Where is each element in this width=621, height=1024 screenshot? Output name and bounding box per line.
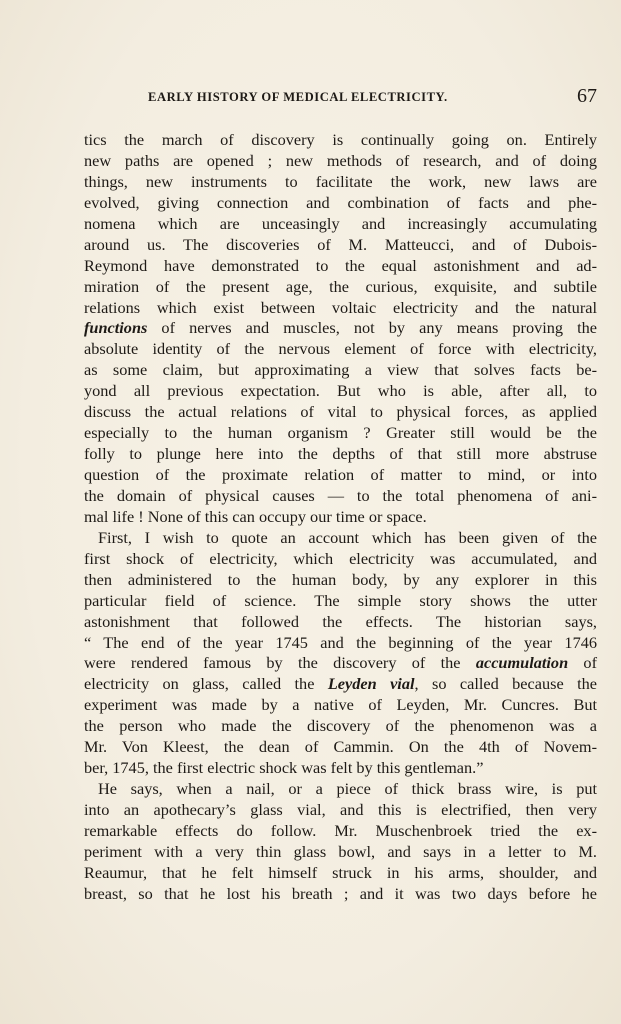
- text-line: new paths are opened ; new methods of research, and of doing: [84, 150, 597, 170]
- text-line: mal life ! None of this can occupy our time or space.: [84, 506, 427, 526]
- text-line: breast, so that he lost his breath ; and it was two days before he: [84, 883, 597, 903]
- text-line: relations which exist between voltaic electricity and the natural: [84, 297, 597, 317]
- text-line: the domain of physical causes — to the total phenomena of ani-: [84, 485, 597, 505]
- text-line: [84, 674, 597, 695]
- text-line: tics the march of discovery is continually going on. Entirely: [84, 130, 597, 149]
- text-line: Reaumur, that he felt himself struck in his arms, shoulder, and: [84, 862, 597, 882]
- text-line: question of the proximate relation of matter to mind, or into: [84, 465, 597, 484]
- italic-phrase: functions: [84, 318, 148, 338]
- page-number: 67: [577, 85, 597, 107]
- text-line: first shock of electricity, which electricity was accumulated, and: [84, 548, 597, 568]
- text-line: ber, 1745, the first electric shock was felt by this gentleman.”: [84, 758, 484, 778]
- line-segment: were rendered famous by the discovery of the: [84, 653, 476, 673]
- text-line: discuss the actual relations of vital to physical forces, as applied: [84, 402, 597, 422]
- text-line: He says, when a nail, or a piece of thick brass wire, is put: [98, 779, 597, 799]
- text-line: experiment was made by a native of Leyden, Mr. Cuncres. But: [84, 695, 597, 715]
- text-line: as some claim, but approximating a view that solves facts be-: [84, 360, 597, 380]
- text-line: “ The end of the year 1745 and the beginning of the year 1746: [84, 632, 597, 652]
- text-line: astonishment that followed the effects. The historian says,: [84, 611, 597, 631]
- text-line: Reymond have demonstrated to the equal astonishment and ad-: [84, 255, 597, 275]
- text-line: around us. The discoveries of M. Matteucci, and of Dubois-: [84, 234, 597, 254]
- line-segment: electricity on glass, called the: [84, 674, 328, 694]
- line-segment: , so called because the: [414, 674, 597, 694]
- text-line: absolute identity of the nervous element of force with electricity,: [84, 339, 597, 359]
- text-line: yond all previous expectation. But who is able, after all, to: [84, 381, 597, 401]
- text-line: nomena which are unceasingly and increasingly accumulating: [84, 213, 597, 233]
- text-line: folly to plunge here into the depths of that still more abstruse: [84, 444, 597, 464]
- text-line: especially to the human organism ? Greater still would be the: [84, 423, 597, 443]
- text-line: evolved, giving connection and combination of facts and phe-: [84, 192, 597, 212]
- text-line: into an apothecary’s glass vial, and this is electrified, then very: [84, 800, 597, 819]
- text-line: [84, 318, 597, 339]
- line-segment: of nerves and muscles, not by any means proving the: [147, 318, 597, 338]
- text-line: particular field of science. The simple story shows the utter: [84, 590, 597, 610]
- text-line: the person who made the discovery of the phenomenon was a: [84, 716, 597, 736]
- text-line: periment with a very thin glass bowl, and says in a letter to M.: [84, 841, 597, 861]
- italic-phrase: accumulation: [475, 653, 569, 673]
- text-line: then administered to the human body, by any explorer in this: [84, 569, 597, 589]
- running-head: [84, 85, 597, 110]
- line-segment: of: [568, 653, 597, 673]
- text-line: remarkable effects do follow. Mr. Muschenbroek tried the ex-: [84, 820, 597, 840]
- body-text: [84, 130, 597, 905]
- text-line: First, I wish to quote an account which has been given of the: [98, 527, 597, 547]
- italic-phrase: Leyden vial: [327, 674, 415, 694]
- text-line: things, new instruments to facilitate the work, new laws are: [84, 171, 597, 191]
- text-line: [84, 653, 597, 674]
- text-line: Mr. Von Kleest, the dean of Cammin. On the 4th of Novem-: [84, 737, 597, 757]
- text-line: miration of the present age, the curious, exquisite, and subtile: [84, 276, 597, 296]
- running-title: EARLY HISTORY OF MEDICAL ELECTRICITY.: [148, 90, 448, 104]
